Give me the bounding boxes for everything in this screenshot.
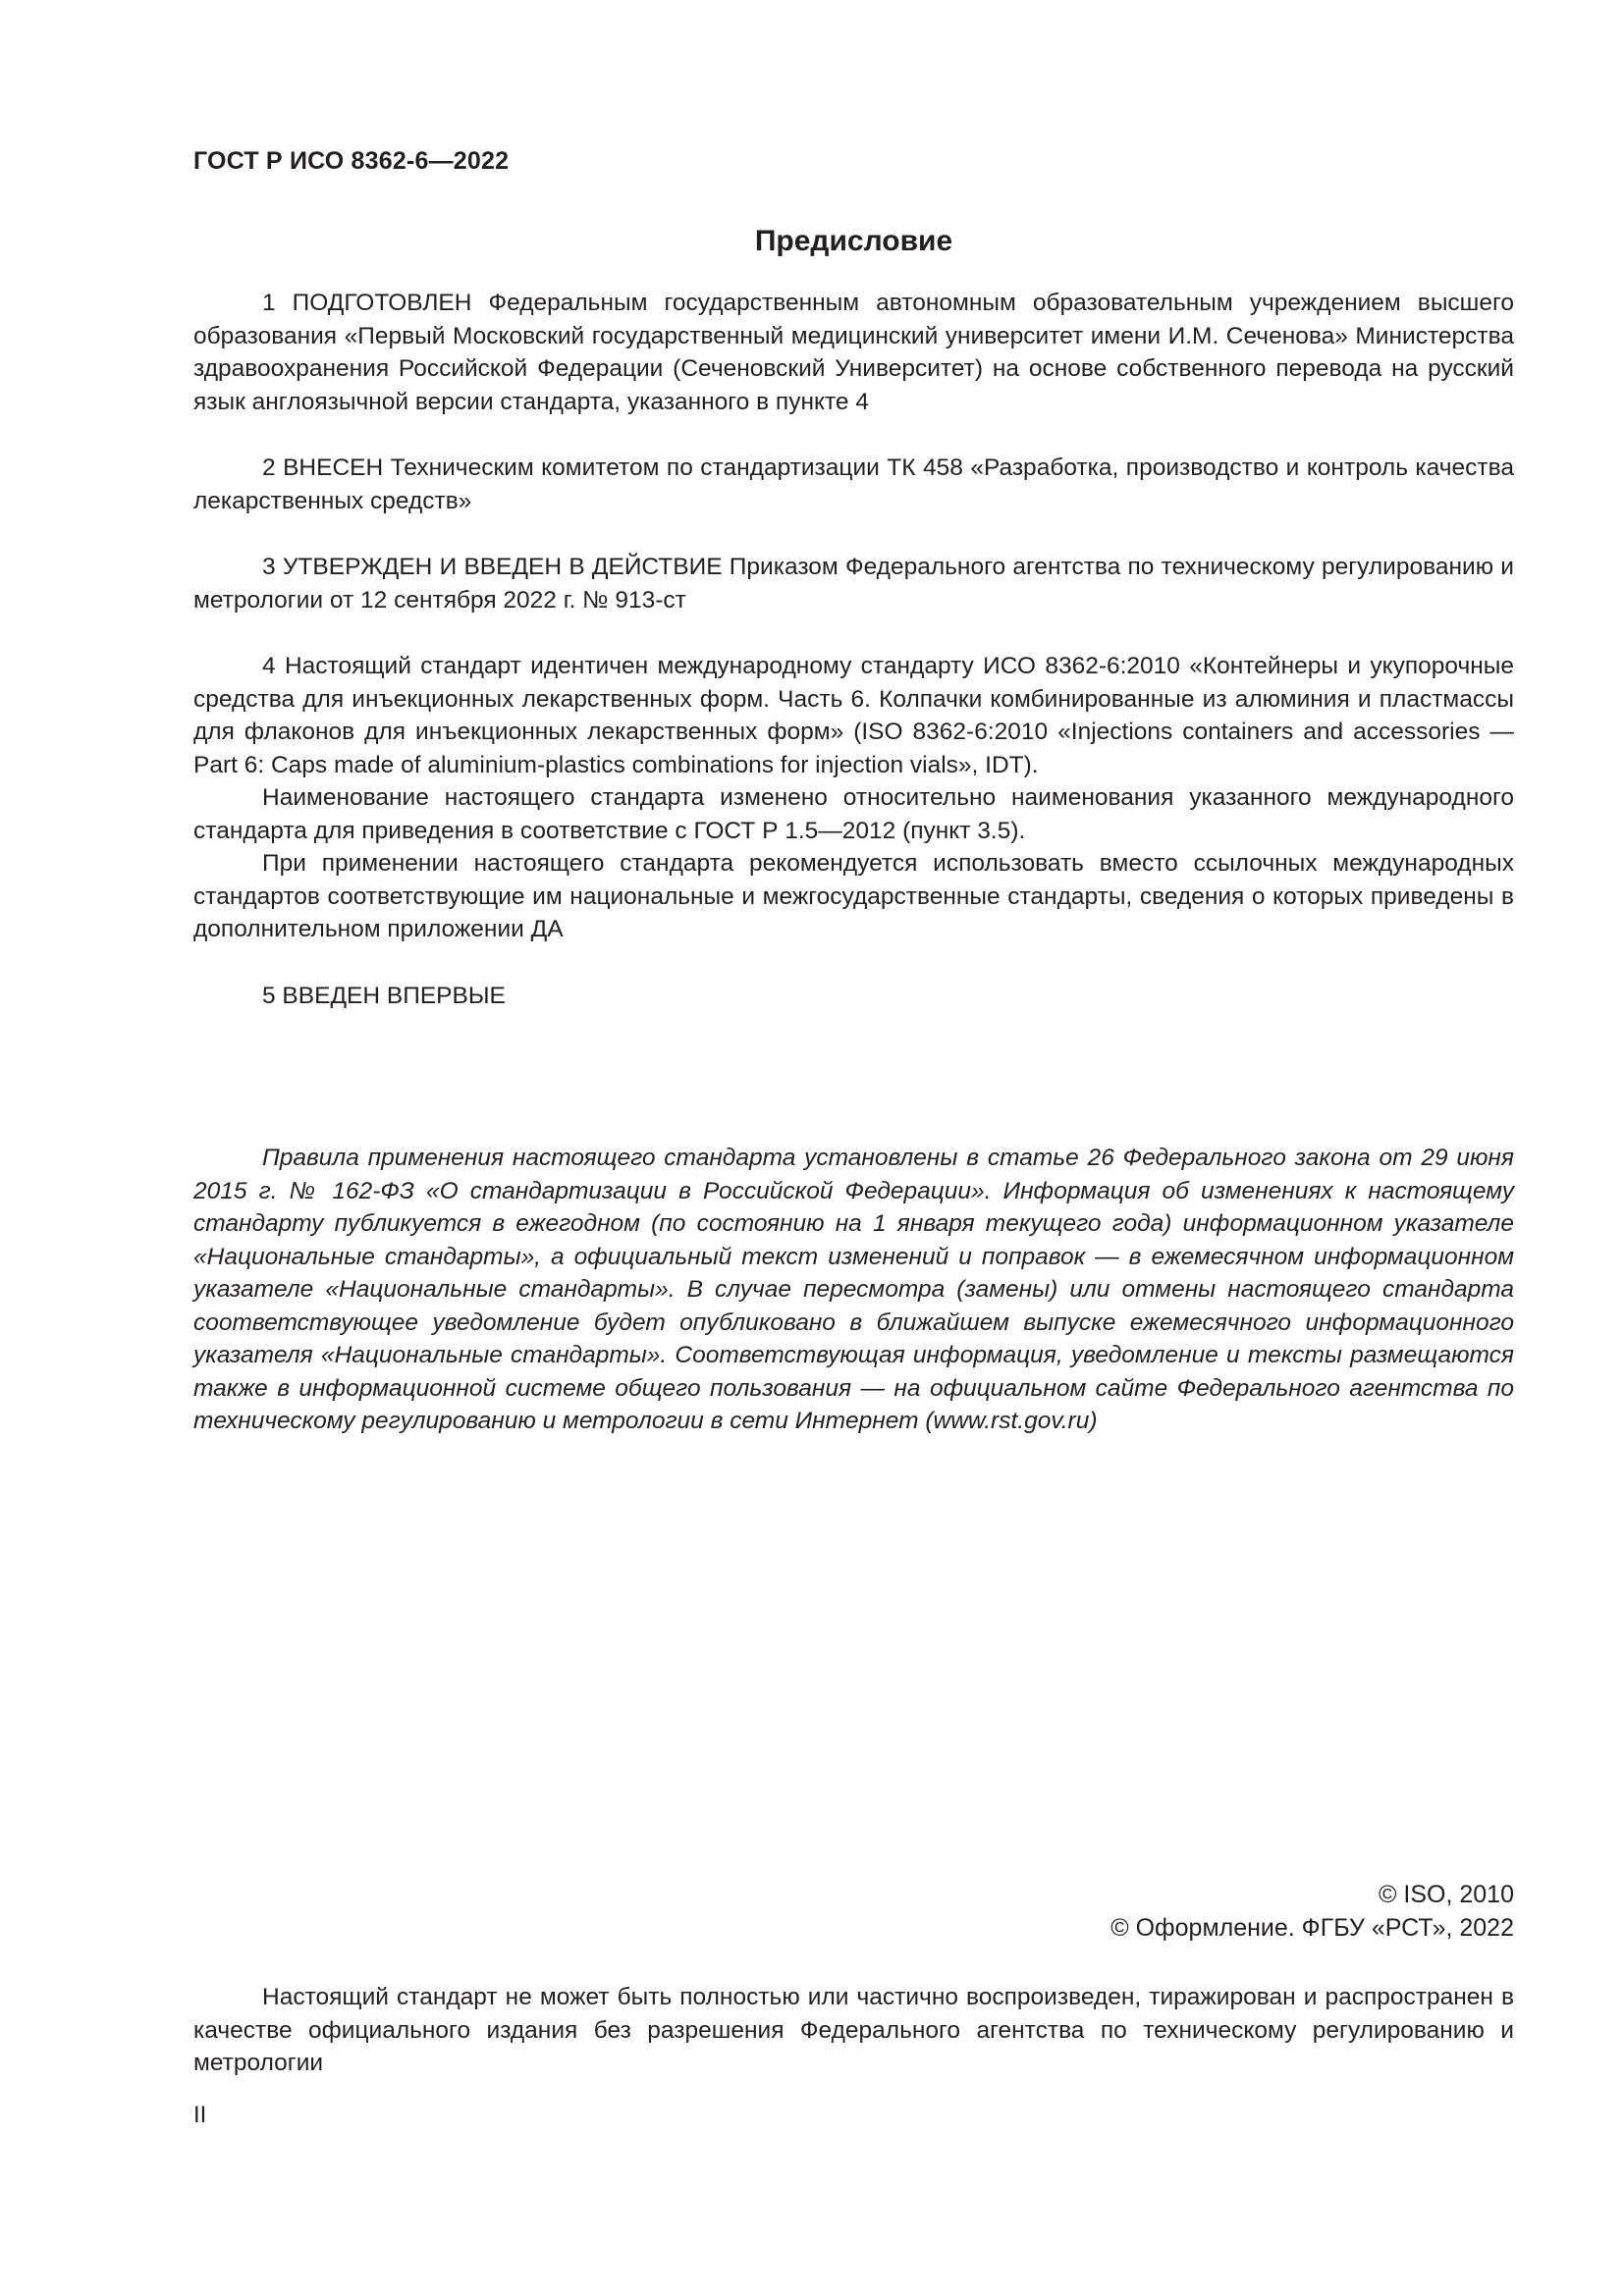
foreword-body [193, 287, 1514, 1012]
copyright-block [1110, 1878, 1514, 1945]
copyright-design: © Оформление. ФГБУ «РСТ», 2022 [1110, 1914, 1514, 1942]
page-title: Предисловие [754, 225, 953, 257]
paragraph-approved: 3 УТВЕРЖДЕН И ВВЕДЕН В ДЕЙСТВИЕ Приказом Федерального агентства по техническому регулированию и метрологии от 12 сентября 2022 г. № 913-ст [193, 554, 1514, 614]
application-rules-notice: Правила применения настоящего стандарта установлены в статье 26 Федерального закона от 29 июня 2015 г. № 162-ФЗ «О стандартизации в Российской Федерации». Информация об изменениях к настоящему стандарту публикуется в ежегодном (по состоянию на 1 января текущего года) информационном указателе «Национальные стандарты», а официальный текст изменений и поправок — в ежемесячном информационном указателе «Национальные стандарты». В случае пересмотра (замены) или отмены настоящего стандарта соответствующее уведомление будет опубликовано в ближайшем выпуске ежемесячного информационного указателя «Национальные стандарты». Соответствующая информация, уведомление и тексты размещаются также в информационной системе общего пользования — на официальном сайте Федерального агентства по техническому регулированию и метрологии в сети Интернет (www.rst.gov.ru) [193, 1145, 1514, 1434]
paragraph-references: При применении настоящего стандарта рекомендуется использовать вместо ссылочных международных стандартов соответствующие им национальные и межгосударственные стандарты, сведения о которых приведены в дополнительном приложении ДА [193, 850, 1514, 942]
paragraph-naming-change: Наименование настоящего стандарта изменено относительно наименования указанного международного стандарта для приведения в соответствие с ГОСТ Р 1.5—2012 (пункт 3.5). [193, 784, 1514, 844]
reproduction-notice: Настоящий стандарт не может быть полностью или частично воспроизведен, тиражирован и распространен в качестве официального издания без разрешения Федерального агентства по техническому регулированию и метрологии [193, 1984, 1514, 2076]
copyright-iso: © ISO, 2010 [1379, 1881, 1514, 1908]
page-number: II [193, 2102, 207, 2128]
document-code: ГОСТ Р ИСО 8362-6—2022 [193, 147, 510, 175]
paragraph-prepared-by: 1 ПОДГОТОВЛЕН Федеральным государственным автономным образовательным учреждением высшего образования «Первый Московский государственный медицинский университет имени И.М. Сеченова» Министерства здравоохранения Российской Федерации (Сеченовский Университет) на основе собственного перевода на русский язык англоязычной версии стандарта, указанного в пункте 4 [193, 290, 1514, 415]
document-page [193, 0, 1514, 2296]
paragraph-first-introduced: 5 ВВЕДЕН ВПЕРВЫЕ [262, 982, 506, 1009]
paragraph-identical-standard: 4 Настоящий стандарт идентичен международному стандарту ИСО 8362-6:2010 «Контейнеры и укупорочные средства для инъекционных лекарственных форм. Часть 6. Колпачки комбинированные из алюминия и пластмассы для флаконов для инъекционных лекарственных форм» (ISO 8362-6:2010 «Injections containers and accessories — Part 6: Caps made of aluminium-plastics combinations for injection vials», IDT). [193, 653, 1514, 778]
paragraph-submitted-by: 2 ВНЕСЕН Техническим комитетом по стандартизации ТК 458 «Разработка, производство и контроль качества лекарственных средств» [193, 454, 1514, 514]
